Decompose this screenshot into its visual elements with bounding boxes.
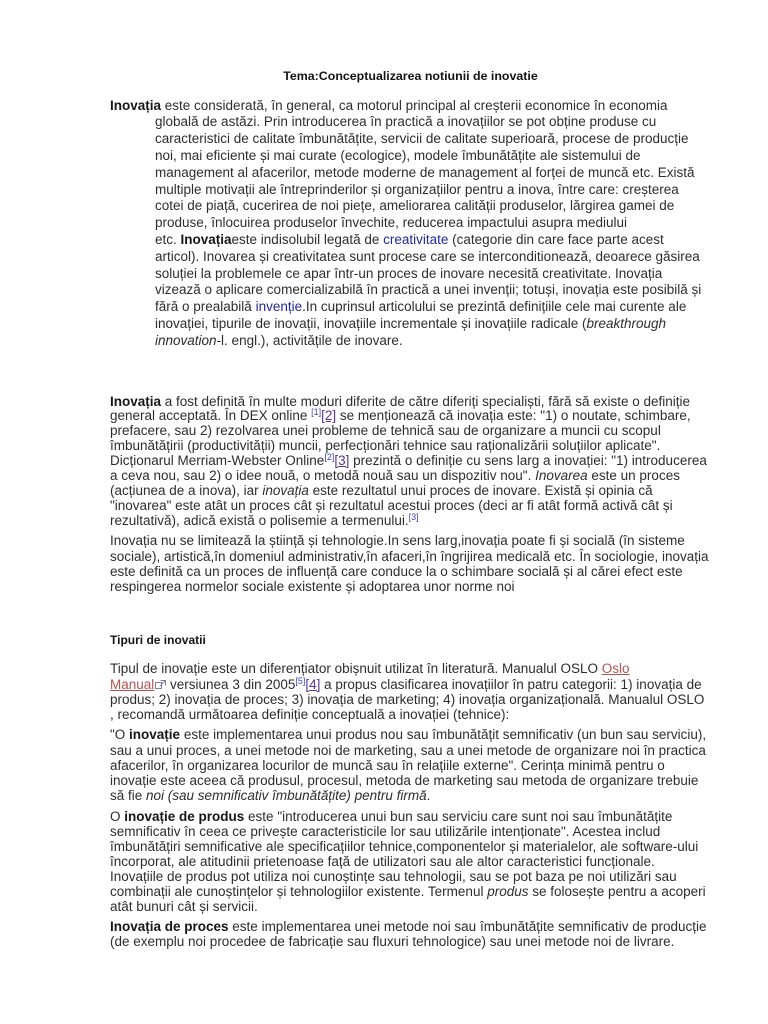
reference-superscript-link[interactable]: [1] xyxy=(311,407,322,418)
paragraph-types xyxy=(110,661,758,722)
text-run: -l. engl.), activitățile de inovare. xyxy=(216,332,403,348)
text-run: "inovarea" este atât un proces cât și rezultatul acestui proces (deci ar fi atât formă activă cât și xyxy=(110,497,673,513)
text-run: este rezultatul unui proces de inovare. Există și opinia că xyxy=(308,482,653,498)
italic-text: innovation xyxy=(155,332,217,348)
text-run: atât bunuri cât și servicii. xyxy=(110,898,258,914)
text-line xyxy=(110,533,685,548)
paragraph-oslo-definition xyxy=(110,727,758,803)
text-line xyxy=(110,743,706,758)
italic-text: noi (sau semnificativ îmbunătățite) pentru firmă xyxy=(146,788,427,804)
text-run: (de exemplu noi procedee de fabricație sau fluxuri tehnologice) sau unei metode noi de livrare. xyxy=(110,933,675,949)
text-run: sau a unui proces, a unei metode noi de marketing, sau a unei metode de organizare noi în practica xyxy=(110,742,706,758)
text-line xyxy=(110,98,668,115)
text-line xyxy=(110,579,514,594)
text-run: a ceva nou, sau 2) o idee nouă, o metodă nouă sau un dispozitiv nou". xyxy=(110,467,536,483)
text-run: (categorie din care face parte acest xyxy=(448,231,664,247)
text-run: sociale), artistică,în domeniul administrativ,în afaceri,în îngrijirea medicală etc. În sociologie, inovația xyxy=(110,548,709,564)
text-line xyxy=(110,707,509,722)
text-run: produse, înlocuirea produselor învechite, reducerea impactului asupra mediului xyxy=(155,215,628,231)
text-line xyxy=(155,182,679,199)
text-run: îmbunătățiri semnificative ale specificațiilor tehnice,componentelor și materialelor, ale software-ului xyxy=(110,838,699,854)
text-line xyxy=(110,564,683,579)
text-run: inovație este aceea că produsul, procesul, metoda de marketing sau metoda de organizare trebuie xyxy=(110,772,699,788)
text-run: noi, mai eficiente și mai curate (ecologice), modele îmbunătățite ale sistemului de xyxy=(155,147,641,163)
text-line xyxy=(110,499,673,514)
text-run: afacerilor, în organizarea locurilor de muncă sau în relațiile externe". Cerința minimă pentru o xyxy=(110,757,665,773)
text-line xyxy=(110,424,661,439)
text-line xyxy=(110,869,677,884)
italic-text: breakthrough xyxy=(586,315,667,331)
text-run: Inovația nu se limitează la știință și tehnologie.In sens larg,inovația poate fi și socială (în sisteme xyxy=(110,533,685,549)
text-run: este implementarea unei metode noi sau îmbunătățite semnificativ de producție xyxy=(228,918,707,934)
text-run: articol). Inovarea și creativitatea sunt procese care se interconditionează, deoarece găsirea xyxy=(155,248,700,264)
text-run: , recomandă următoarea definiție conceptuală a inovației (tehnice): xyxy=(110,707,510,723)
text-run: este implementarea unui produs nou sau îmbunătățit semnificativ (un bun sau serviciu), xyxy=(180,727,707,743)
text-line xyxy=(110,469,680,484)
text-line xyxy=(110,511,419,529)
text-run: prezintă o definiție cu sens larg a inovației: "1) introducerea xyxy=(349,453,707,469)
text-line xyxy=(110,809,672,824)
text-line xyxy=(110,677,702,692)
text-run: este definită ca un proces de influență care conduce la o schimbare socială și al cărei efect este xyxy=(110,563,683,579)
text-line xyxy=(110,661,630,676)
text-line xyxy=(155,215,627,232)
text-run: să fie xyxy=(110,788,147,804)
text-run: . xyxy=(426,788,431,804)
wiki-link[interactable]: creativitate xyxy=(383,231,449,247)
text-run: este considerată, în general, ca motorul principal al creșterii economice în economia xyxy=(161,97,668,113)
paragraph-process-innovation xyxy=(110,919,758,949)
text-run: îmbunătățirii (productivității) muncii, perfecționări tehnice sau raționalizării soluțiilor aplicate". xyxy=(110,438,661,454)
external-link[interactable]: Manual xyxy=(110,676,155,692)
text-run: Dicționarul Merriam-Webster Online xyxy=(110,453,325,469)
text-run: versiunea 3 din 2005 xyxy=(166,676,296,692)
text-line xyxy=(110,884,706,899)
text-line xyxy=(155,232,664,249)
text-line xyxy=(110,824,660,839)
text-line xyxy=(110,549,709,564)
reference-link[interactable]: [2] xyxy=(321,408,337,424)
reference-link[interactable]: [4] xyxy=(305,676,321,692)
text-line xyxy=(110,409,691,424)
reference-superscript-link[interactable]: [3] xyxy=(408,511,419,522)
text-line xyxy=(110,454,707,469)
text-line xyxy=(155,249,700,266)
text-line xyxy=(110,788,430,803)
text-run: "O xyxy=(110,727,130,743)
paragraph-scope xyxy=(110,533,758,594)
text-run: se folosește pentru a acoperi xyxy=(528,883,706,899)
bold-text: Inovația xyxy=(110,393,162,409)
text-run: etc. xyxy=(155,231,181,247)
wiki-link[interactable]: invenție xyxy=(255,299,303,315)
text-line xyxy=(155,148,641,165)
text-run: inovației, tipurile de inovații, inovațiile incrementale și inovațiile radicale ( xyxy=(155,315,587,331)
text-run: rezultativă), adică există o polisemie a termenului. xyxy=(110,512,409,528)
reference-superscript-link[interactable]: [5] xyxy=(295,675,306,686)
text-run: vizează o aplicare comercializabilă în practică a unei invenții; totuși, inovația este posibilă și xyxy=(155,282,702,298)
paragraph-intro xyxy=(110,98,758,350)
text-line xyxy=(110,919,707,934)
text-line xyxy=(155,114,656,131)
text-run: a fost definită în multe moduri diferite de către diferiți specialiști, fără să existe o definiție xyxy=(161,393,691,409)
bold-text: inovație xyxy=(129,727,181,743)
text-line xyxy=(110,899,258,914)
text-run: caracteristici de calitate îmbunătățite, servicii de calitate superioară, procese de producție xyxy=(155,131,689,147)
bold-text: Inovația de proces xyxy=(110,918,229,934)
text-line xyxy=(110,692,704,707)
text-run: .In cuprinsul articolului se prezintă definițiile cele mai curente ale xyxy=(302,299,687,315)
section-heading-types: Tipuri de inovatii xyxy=(110,633,206,647)
text-run: a propus clasificarea inovațiilor în patru categorii: 1) inovația de xyxy=(320,676,702,692)
text-run: combinații ale cunoștințelor și tehnologiilor existente. Termenul xyxy=(110,883,488,899)
text-line xyxy=(110,727,706,742)
text-run: multiple motivații ale întreprinderilor și organizațiilor pentru a inova, între care: creșterea xyxy=(155,181,679,197)
text-line xyxy=(110,934,674,949)
text-run: fără o prealabilă xyxy=(155,299,256,315)
text-run: este indisolubil legată de xyxy=(231,231,384,247)
text-line xyxy=(155,165,695,182)
text-line xyxy=(110,758,665,773)
text-line xyxy=(155,131,689,148)
paragraph-definitions xyxy=(110,395,758,529)
external-link[interactable]: Oslo xyxy=(601,661,630,677)
text-run: produs; 2) inovația de proces; 3) inovația de marketing; 4) inovația organizațională. Manualul OSLO xyxy=(110,691,705,707)
text-line xyxy=(110,773,698,788)
text-run: încorporat, ale atitudinii prietenoase față de utilizatori sau ale altor caracteristici funcționale. xyxy=(110,853,655,869)
document-title: Tema:Conceptualizarea notiunii de inovatie xyxy=(283,69,538,83)
text-line xyxy=(155,266,662,283)
text-line xyxy=(155,299,686,316)
italic-text: inovația xyxy=(262,482,309,498)
text-line xyxy=(110,854,655,869)
bold-text: Inovația xyxy=(180,231,232,247)
reference-superscript-link[interactable]: [2] xyxy=(324,452,335,463)
text-run: este "introducerea unui bun sau serviciu care sunt noi sau îmbunătățite xyxy=(244,808,673,824)
text-line xyxy=(110,484,653,499)
text-line xyxy=(155,316,666,333)
external-link-icon xyxy=(155,680,166,689)
text-run: prefacere, sau 2) rezolvarea unei probleme de tehnică sau de organizare a muncii cu scopul xyxy=(110,423,661,439)
bold-text: inovație de produs xyxy=(124,808,245,824)
text-run: semnificativ în ceea ce privește caracteristicile lor sau utilizările intenționate". Acestea includ xyxy=(110,823,661,839)
text-run: respingerea normelor sociale existente și adoptarea unor norme noi xyxy=(110,579,515,595)
text-run: (acțiunea de a inova), iar xyxy=(110,482,263,498)
paragraph-product-innovation xyxy=(110,809,758,914)
text-run: Inovațiile de produs pot utiliza noi cunoștințe sau tehnologii, sau se pot baza pe noi utilizări sau xyxy=(110,868,677,884)
text-line xyxy=(110,839,698,854)
text-line xyxy=(155,282,701,299)
text-line xyxy=(110,439,660,454)
text-run: se menționează că inovația este: "1) o noutate, schimbare, xyxy=(336,408,691,424)
text-run: globală de astăzi. Prin introducerea în practică a inovațiilor se pot obține produse cu xyxy=(155,114,657,130)
text-line xyxy=(155,198,674,215)
text-run: O xyxy=(110,808,125,824)
italic-text: Inovarea xyxy=(535,467,588,483)
reference-link[interactable]: [3] xyxy=(334,453,350,469)
text-run: soluției la problemele ce apar într-un proces de inovare necesită creativitate. Inovația xyxy=(155,265,663,281)
text-run: Tipul de inovație este un diferențiator obișnuit utilizat în literatură. Manualul OSLO xyxy=(110,661,602,677)
text-run: cotei de piață, cucerirea de noi piețe, ameliorarea calității produselor, lărgirea gamei de xyxy=(155,198,675,214)
text-line xyxy=(155,333,403,350)
text-run: management al afacerilor, metode moderne de management al forței de muncă etc. Există xyxy=(155,164,695,180)
bold-text: Inovația xyxy=(110,97,162,113)
text-run: este un proces xyxy=(587,467,680,483)
italic-text: produs xyxy=(487,883,529,899)
text-run: general acceptată. În DEX online xyxy=(110,408,312,424)
